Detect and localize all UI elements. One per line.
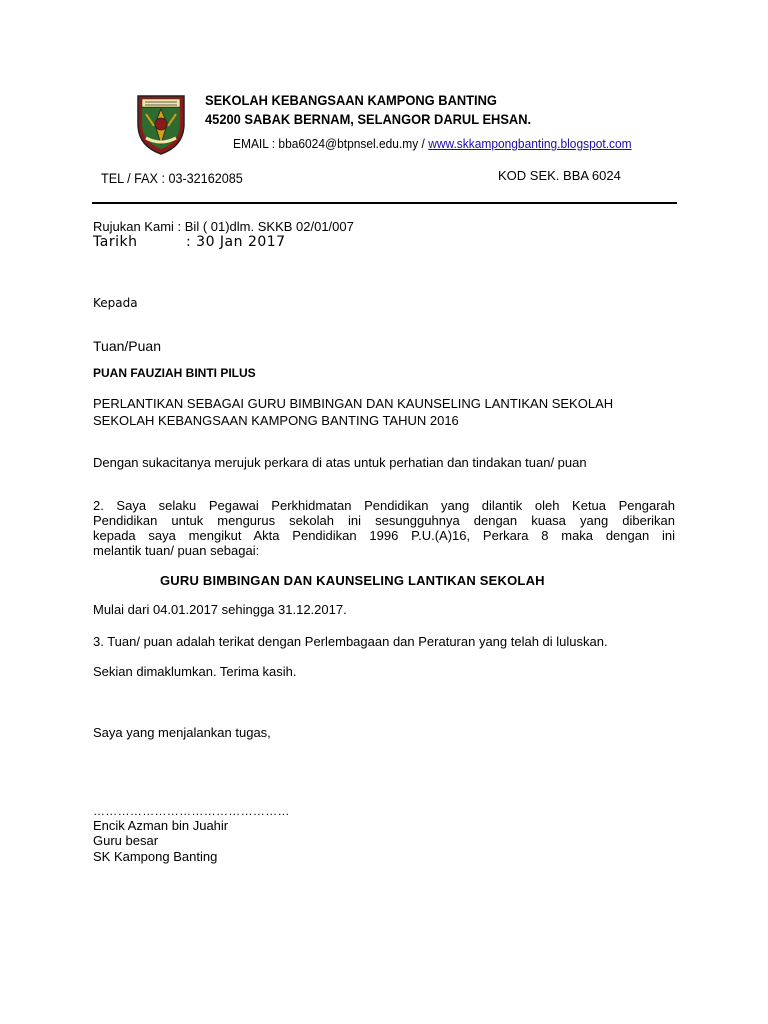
tel-fax: TEL / FAX : 03-32162085: [101, 170, 243, 186]
school-code: KOD SEK. BBA 6024: [498, 168, 621, 183]
website-link[interactable]: www.skkampongbanting.blogspot.com: [428, 136, 632, 151]
closing-line: Sekian dimaklumkan. Terima kasih.: [93, 664, 297, 679]
paragraph-line: melantik tuan/ puan sebagai:: [93, 543, 260, 558]
signature-intro: Saya yang menjalankan tugas,: [93, 725, 271, 740]
signatory-title: Guru besar: [93, 833, 159, 848]
appointment-title: GURU BIMBINGAN DAN KAUNSELING LANTIKAN SEKOLAH: [160, 573, 545, 588]
paragraph-line: Pendidikan untuk mengurus sekolah ini sesungguhnya dengan kuasa yang diberikan: [93, 513, 675, 528]
email-label: EMAIL : bba6024@btpnsel.edu.my /: [233, 136, 429, 151]
recipient-heading: Kepada: [93, 296, 138, 310]
subject-line-2: SEKOLAH KEBANGSAAN KAMPONG BANTING TAHUN 2016: [93, 413, 459, 428]
school-address: 45200 SABAK BERNAM, SELANGOR DARUL EHSAN.: [205, 111, 532, 127]
reference-number: Rujukan Kami : Bil ( 01)dlm. SKKB 02/01/007: [93, 219, 354, 234]
opening-paragraph: Dengan sukacitanya merujuk perkara di atas untuk perhatian dan tindakan tuan/ puan: [93, 455, 587, 470]
date-label: Tarikh: [93, 234, 138, 250]
obligation-paragraph: 3. Tuan/ puan adalah terikat dengan Perlembagaan dan Peraturan yang telah di luluskan.: [93, 634, 608, 649]
subject-line-1: PERLANTIKAN SEBAGAI GURU BIMBINGAN DAN KAUNSELING LANTIKAN SEKOLAH: [93, 396, 614, 411]
recipient-name: PUAN FAUZIAH BINTI PILUS: [93, 366, 256, 380]
date-value: : 30 Jan 2017: [186, 234, 286, 250]
school-crest-logo: [136, 94, 186, 156]
signatory-school: SK Kampong Banting: [93, 849, 218, 864]
signature-line: …………………………………………: [93, 804, 290, 818]
signatory-name: Encik Azman bin Juahir: [93, 818, 229, 833]
paragraph-line: kepada saya mengikut Akta Pendidikan 1996 P.U.(A)16, Perkara 8 maka dengan ini: [93, 528, 675, 543]
appointment-paragraph: [93, 498, 675, 558]
paragraph-line: 2. Saya selaku Pegawai Perkhidmatan Pendidikan yang dilantik oleh Ketua Pengarah: [93, 498, 675, 513]
appointment-period: Mulai dari 04.01.2017 sehingga 31.12.2017.: [93, 602, 347, 617]
salutation: Tuan/Puan: [93, 338, 161, 354]
email-line: [233, 136, 632, 151]
header-divider: [92, 202, 677, 204]
school-name: SEKOLAH KEBANGSAAN KAMPONG BANTING: [205, 92, 497, 108]
